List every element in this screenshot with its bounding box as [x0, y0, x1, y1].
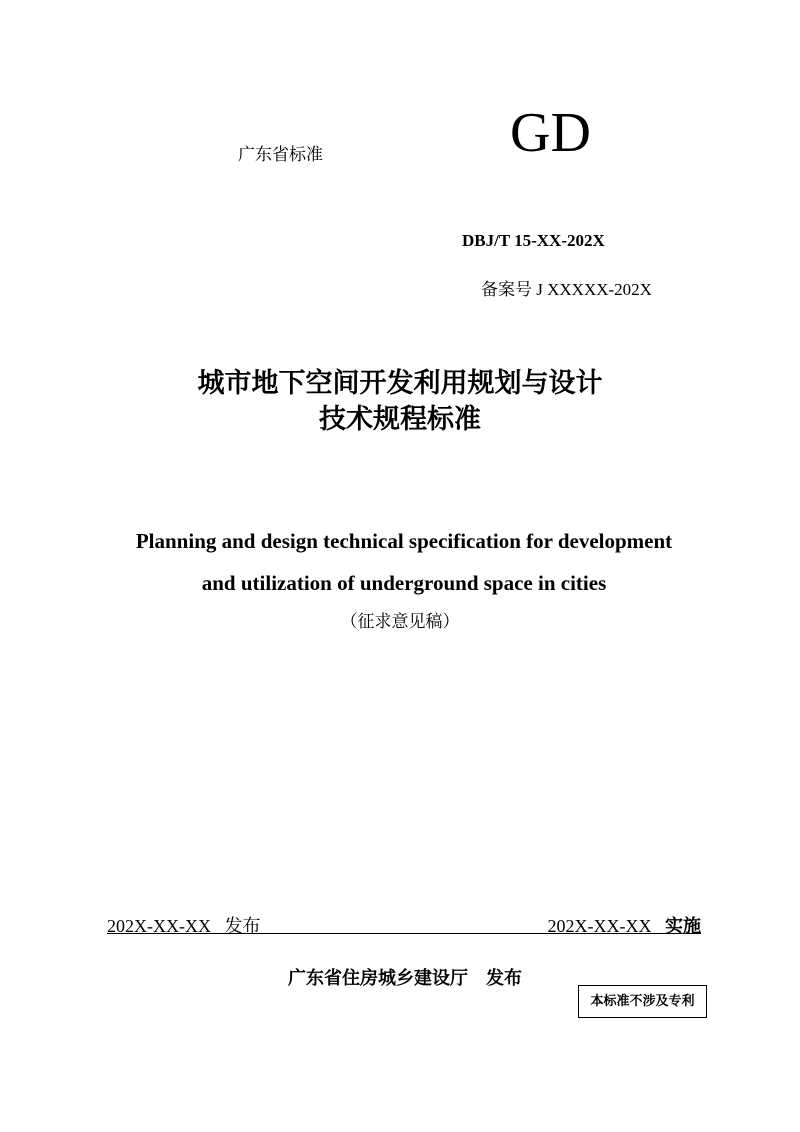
effective-date: [548, 912, 701, 938]
issue-date: [107, 912, 260, 938]
effective-label: 实施: [665, 916, 701, 937]
draft-note: （征求意见稿）: [340, 612, 460, 632]
gd-logo: GD: [510, 102, 591, 164]
patent-note-box: 本标准不涉及专利: [578, 985, 707, 1018]
dates-row: [107, 912, 701, 937]
title-line-1: 城市地下空间开发利用规划与设计: [197, 368, 603, 399]
record-label: 备案号: [481, 280, 532, 300]
publisher: 广东省住房城乡建设厅 发布: [288, 968, 522, 989]
effective-date-value: 202X-XX-XX: [547, 916, 652, 936]
record-value: J XXXXX-202X: [536, 280, 652, 299]
record-number: [481, 275, 652, 300]
title-line-2: 技术规程标准: [319, 404, 481, 435]
standard-category-label: 广东省标准: [238, 145, 323, 165]
issue-date-value: 202X-XX-XX: [107, 916, 211, 936]
standard-code: DBJ/T 15-XX-202X: [462, 231, 605, 250]
english-title-line-1: Planning and design technical specification for development: [135, 529, 673, 553]
issue-label: 发布: [224, 916, 261, 937]
english-title-line-2: and utilization of underground space in cities: [201, 571, 607, 595]
